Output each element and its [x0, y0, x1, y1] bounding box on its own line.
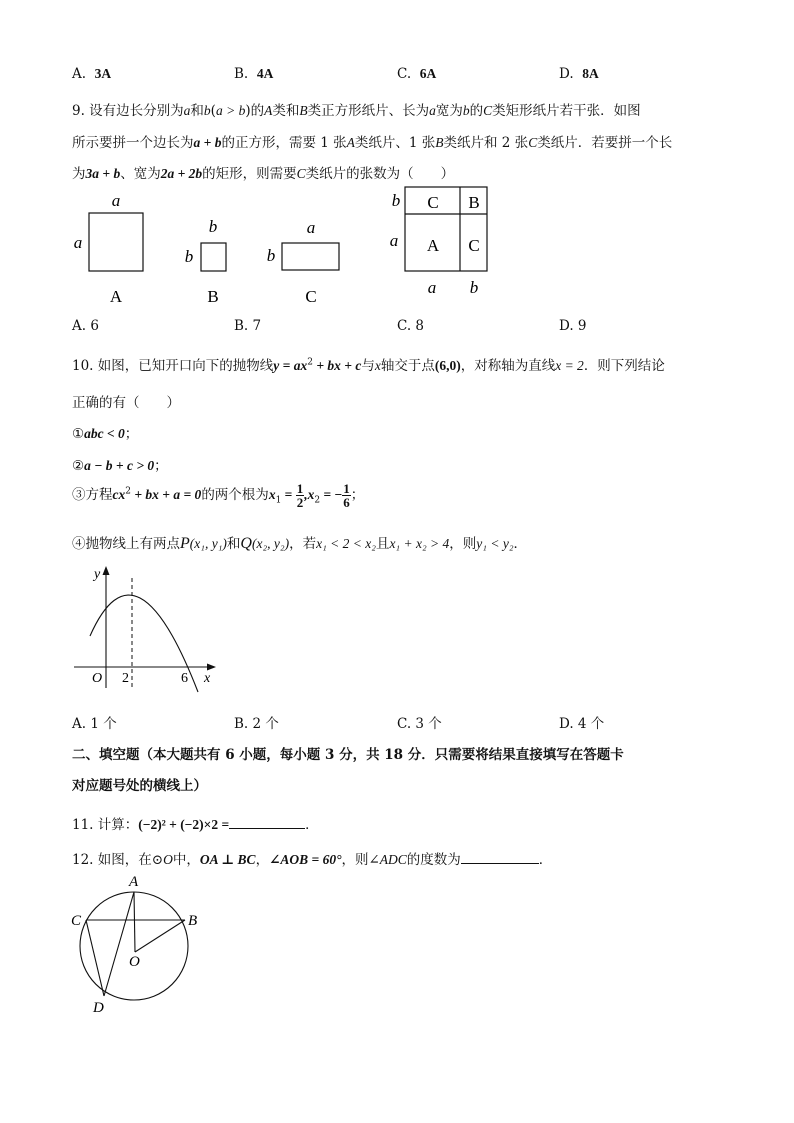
rect-c-top-label: a [306, 218, 316, 237]
grid-cell-top-right: B [468, 193, 480, 212]
q10-statement-4: ④抛物线上有两点P(x₁, y₁)和Q(x₂, y₂)，若x₁ < 2 < x₂且x₁ + x₂ > 4，则y₁ < y₂． [72, 535, 528, 552]
q8-option-a: A. 3A [72, 66, 112, 82]
grid-cell-bottom-left: A [426, 236, 440, 255]
rect-c-left-label: b [266, 246, 276, 265]
q11: 11. 计算：(−2)² + (−2)×2 = ． [72, 817, 319, 833]
q8-option-b: B. 4A [234, 66, 274, 82]
square-b [201, 243, 226, 271]
section2-heading-line1: 二、填空题（本大题共有 6 小题，每小题 3 分，共 18 分．只需要将结果直接填写在答题卡 [72, 747, 624, 763]
square-a [89, 213, 143, 271]
origin-label: O [92, 671, 103, 686]
segment-oa [134, 892, 135, 952]
rect-c-caption: C [305, 287, 317, 306]
q10-line1: 10. 如图，已知开口向下的抛物线$y = ax^2$ + bx + c与x轴交于点(6,0)，对称轴为直线x = 2．则下列结论 [72, 357, 665, 374]
q10-option-d: D. 4 个 [559, 716, 605, 732]
square-a-caption: A [109, 287, 123, 306]
tick-2-label: 2 [122, 671, 129, 686]
point-d-label: D [93, 1000, 104, 1016]
segment-ob [135, 920, 185, 952]
q9-option-c: C. 8 [397, 318, 425, 334]
grid-cell-bottom-right: C [468, 236, 480, 255]
q10-statement-1: ①abc < 0； [72, 426, 139, 442]
segment-ad [104, 892, 134, 996]
q8-option-d: D. 8A [559, 66, 599, 82]
rect-c [282, 243, 339, 270]
q10-statement-2: ②a − b + c > 0； [72, 458, 168, 474]
grid-left-bottom-label: a [389, 231, 399, 250]
y-axis-label: y [94, 567, 101, 582]
point-a-label: A [129, 874, 139, 890]
q9-figure [60, 185, 500, 310]
q12-circle-figure [66, 868, 216, 1018]
q9-option-b: B. 7 [234, 318, 262, 334]
tick-6-label: 6 [181, 671, 188, 686]
square-b-top-label: b [208, 217, 218, 236]
q10-option-c: C. 3 个 [397, 716, 442, 732]
point-c-label: C [71, 913, 82, 929]
q8-option-c: C. 6A [397, 66, 437, 82]
q9-option-a: A. 6 [72, 318, 99, 334]
q9-option-d: D. 9 [559, 318, 587, 334]
point-b-label: B [188, 913, 198, 929]
square-a-top-label: a [111, 191, 121, 210]
section2-heading-line2: 对应题号处的横线上） [72, 778, 207, 794]
q11-answer-blank[interactable] [229, 816, 305, 829]
q10-parabola-figure [70, 560, 230, 695]
square-b-left-label: b [184, 247, 194, 266]
q10-option-b: B. 2 个 [234, 716, 279, 732]
q9-line2: 所示要拼一个边长为a + b的正方形，需要 1 张A类纸片、1 张B类纸片和 2 张C类纸片．若要拼一个长 [72, 135, 673, 151]
grid-cell-top-left: C [427, 193, 439, 212]
grid-left-top-label: b [391, 191, 401, 210]
square-b-caption: B [207, 287, 219, 306]
x-axis-label: x [204, 671, 211, 686]
q12: 12. 如图，在⊙O中，OA ⊥ BC，∠AOB = 60°，则∠ADC的度数为 ． [72, 852, 553, 868]
q9-line1: 9. 设有边长分别为a和b(a > b)的A类和B类正方形纸片、长为a宽为b的C类矩形纸片若干张．如图 [72, 103, 641, 119]
q9-line3: 为3a + b、宽为2a + 2b的矩形，则需要C类纸片的张数为（ ） [72, 166, 455, 182]
point-o-label: O [129, 954, 140, 970]
segment-cd [86, 920, 104, 996]
square-a-left-label: a [73, 233, 83, 252]
q10-line2: 正确的有（ ） [72, 395, 180, 411]
grid-bottom-right-label: b [469, 278, 479, 297]
q10-statement-3: ③方程$cx^2$ + bx + a = 0的两个根为$x_1$ = $\frac{1}{2}$ $,x_2$ = − $\frac{1}{6}$ ； [72, 481, 365, 510]
q10-option-a: A. 1 个 [72, 716, 117, 732]
grid-bottom-left-label: a [427, 278, 437, 297]
q12-answer-blank[interactable] [461, 851, 539, 864]
